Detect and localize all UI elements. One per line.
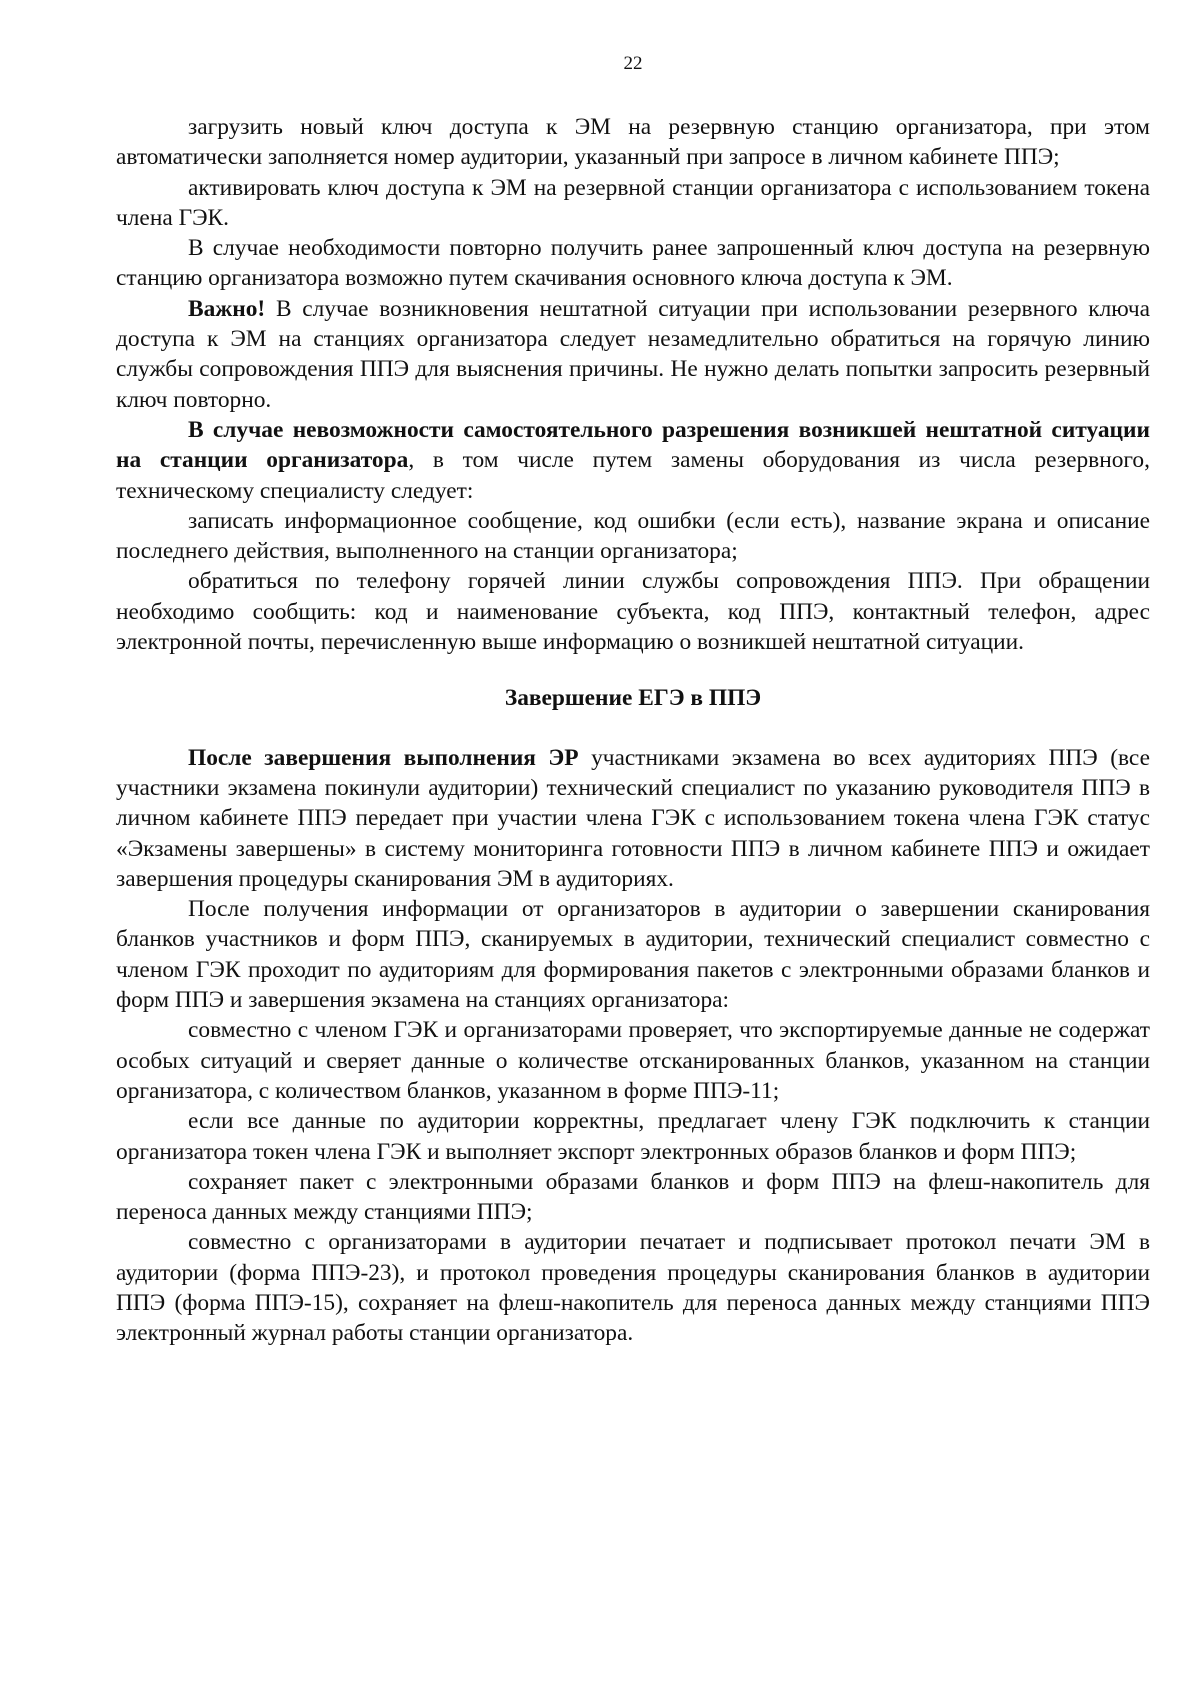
- paragraph: [116, 566, 1150, 657]
- paragraph: [116, 894, 1150, 1015]
- section-top: [116, 112, 1150, 657]
- paragraph: [116, 415, 1150, 506]
- paragraph-text: В случае необходимости повторно получить ранее запрошенный ключ доступа на резервную станцию организатора возможно путем скачивания основного ключа доступа к ЭМ.: [116, 235, 1150, 292]
- paragraph-text: сохраняет пакет с электронными образами бланков и форм ППЭ на флеш-накопитель для переноса данных между станциями ППЭ;: [116, 1168, 1150, 1226]
- paragraph-text: , в том числе путем замены оборудования из числа резервного, техническому специалисту следует:: [116, 447, 1150, 504]
- paragraph-text: совместно с членом ГЭК и организаторами проверяет, что экспортируемые данные не содержат особых ситуаций и сверяет данные о количестве отсканированных бланков, указанном на станции организатора, с количеством бланков, указанном в форме ППЭ-11;: [116, 1017, 1150, 1104]
- paragraph: [116, 1106, 1150, 1167]
- paragraph: [116, 1167, 1150, 1228]
- paragraph-bold: Важно!: [188, 295, 266, 322]
- paragraph-text: активировать ключ доступа к ЭМ на резервной станции организатора с использованием токена члена ГЭК.: [116, 174, 1150, 231]
- paragraph: [116, 173, 1150, 234]
- paragraph-text: В случае возникновения нештатной ситуации при использовании резервного ключа доступа к ЭМ на станциях организатора следует незамедлительно обратиться на горячую линию службы сопровождения ППЭ для выяснения причины. Не нужно делать попытки запросить резервный ключ повторно.: [116, 295, 1150, 413]
- paragraph-text: если все данные по аудитории корректны, предлагает члену ГЭК подключить к станции организатора токен члена ГЭК и выполняет экспорт электронных образов бланков и форм ППЭ;: [116, 1108, 1150, 1165]
- paragraph-text: После получения информации от организаторов в аудитории о завершении сканирования бланков участников и форм ППЭ, сканируемых в аудитории, технический специалист совместно с членом ГЭК проходит по аудиториям для формирования пакетов с электронными образами бланков и форм ППЭ и завершения экзамена на станциях организатора:: [116, 896, 1150, 1014]
- document-page: [116, 52, 1150, 1349]
- paragraph-bold: После завершения выполнения ЭР: [188, 744, 579, 771]
- paragraph: [116, 1015, 1150, 1106]
- paragraph: [116, 1227, 1150, 1348]
- section-heading: Завершение ЕГЭ в ППЭ: [504, 685, 762, 712]
- section-bottom: [116, 743, 1150, 1349]
- paragraph: [116, 506, 1150, 567]
- paragraph-text: обратиться по телефону горячей линии службы сопровождения ППЭ. При обращении необходимо сообщить: код и наименование субъекта, код ППЭ, контактный телефон, адрес электронной почты, перечисленную выше информацию о возникшей нештатной ситуации.: [116, 568, 1150, 656]
- page-number: 22: [623, 53, 643, 74]
- paragraph-text: записать информационное сообщение, код ошибки (если есть), название экрана и описание последнего действия, выполненного на станции организатора;: [116, 507, 1150, 565]
- paragraph: [116, 743, 1150, 894]
- paragraph-bold: В случае невозможности самостоятельного разрешения возникшей нештатной ситуации на станции организатора: [116, 416, 1150, 474]
- paragraph-text: совместно с организаторами в аудитории печатает и подписывает протокол печати ЭМ в аудитории (форма ППЭ-23), и протокол проведения процедуры сканирования бланков в аудитории ППЭ (форма ППЭ-15), сохраняет на флеш-накопитель для переноса данных между станциями ППЭ электронный журнал работы станции организатора.: [116, 1229, 1150, 1347]
- paragraph: [116, 112, 1150, 173]
- paragraph: [116, 233, 1150, 294]
- paragraph-text: загрузить новый ключ доступа к ЭМ на резервную станцию организатора, при этом автоматически заполняется номер аудитории, указанный при запросе в личном кабинете ППЭ;: [116, 114, 1150, 171]
- paragraph-important: [116, 294, 1150, 415]
- paragraph-text: участниками экзамена во всех аудиториях ППЭ (все участники экзамена покинули аудитории) технический специалист по указанию руководителя ППЭ в личном кабинете ППЭ передает при участии члена ГЭК с использованием токена члена ГЭК статус «Экзамены завершены» в систему мониторинга готовности ППЭ в личном кабинете ППЭ и ожидает завершения процедуры сканирования ЭМ в аудиториях.: [116, 744, 1150, 892]
